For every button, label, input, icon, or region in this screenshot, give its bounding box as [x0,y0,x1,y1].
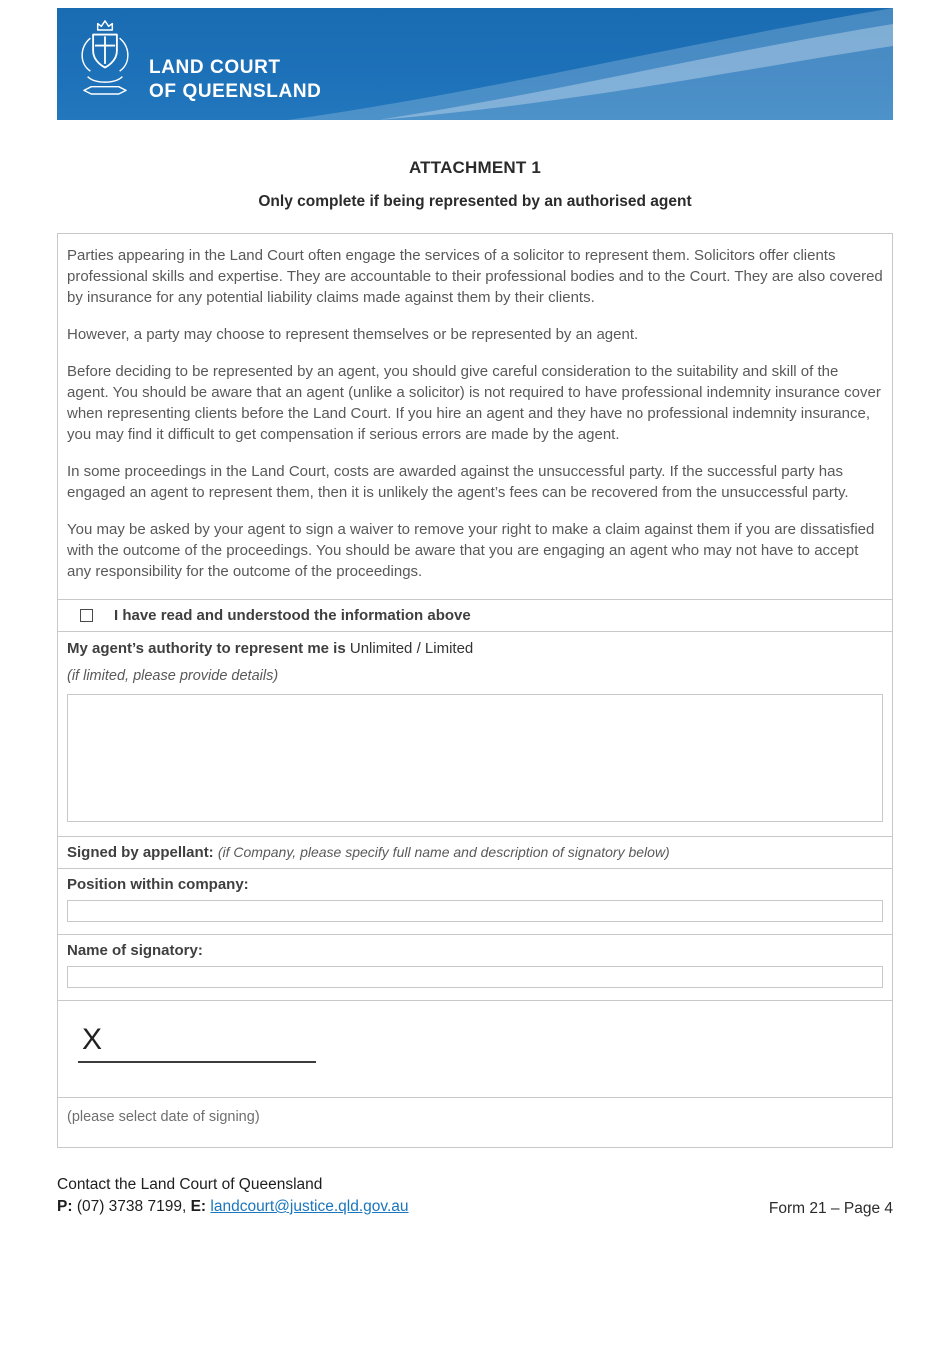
info-paragraph: Parties appearing in the Land Court often engage the services of a solicitor to represent them. Solicitors offer clients professional skills and expertise. They are accountable to their professional bodies and to the Court. They are also covered by insurance for any potential liability claims made against them by their clients. [67,247,883,306]
authority-option-limited[interactable]: Limited [424,640,474,657]
limited-details-hint: (if limited, please provide details) [67,668,279,684]
footer-contact-line: Contact the Land Court of Queensland [57,1176,323,1193]
signed-by-hint: (if Company, please specify full name and description of signatory below) [217,844,670,860]
email-link[interactable]: landcourt@justice.qld.gov.au [210,1198,409,1215]
position-input[interactable] [67,900,883,922]
page-number: Form 21 – Page 4 [768,1200,893,1217]
info-paragraph: Before deciding to be represented by an agent, you should give careful consideration to the suitability and skill of the agent. You should be aware that an agent (unlike a solicitor) is not required to have professional indemnity insurance cover when representing clients before the Land Court. If you hire an agent and they have no professional indemnity insurance, you may find it difficult to get compensation if serious errors are made by the agent. [67,363,881,443]
info-paragraph: In some proceedings in the Land Court, costs are awarded against the unsuccessful party. If the successful party has engaged an agent to represent them, then it is unlikely the agent’s fees can be recovered from the unsuccessful party. [67,463,849,501]
email-label: E: [190,1198,207,1215]
read-understood-checkbox[interactable] [80,609,93,622]
info-paragraph: However, a party may choose to represent themselves or be represented by an agent. [67,326,639,343]
org-name [149,56,321,104]
position-row [58,868,892,934]
header-banner [57,8,893,120]
attachment-form [57,233,893,1148]
phone-label: P: [57,1198,73,1215]
footer [57,1174,893,1218]
authority-option-separator: / [416,640,421,657]
form-page [0,8,950,1350]
page-subtitle: Only complete if being represented by an authorised agent [258,193,692,210]
signed-by-row [58,836,892,868]
date-of-signing-hint: (please select date of signing) [67,1109,260,1125]
queensland-coat-of-arms-icon [73,16,137,113]
phone-number: (07) 3738 7199, [76,1198,187,1215]
contact-block [57,1174,409,1218]
agent-authority-row [58,631,892,836]
signature-field[interactable] [78,1023,316,1063]
name-of-signatory-label: Name of signatory: [67,942,203,959]
signature-row [58,1000,892,1097]
signature-x-mark: X [82,1023,103,1056]
signed-by-label: Signed by appellant: [67,844,214,861]
page-title: ATTACHMENT 1 [408,158,542,177]
footer-contact-details [57,1196,409,1218]
agent-information-section [58,234,892,599]
name-of-signatory-input[interactable] [67,966,883,988]
read-understood-label: I have read and understood the information above [114,607,471,624]
authority-option-unlimited[interactable]: Unlimited [349,640,413,657]
authority-line [67,640,883,657]
authority-details-textarea[interactable] [67,694,883,822]
position-label: Position within company: [67,876,249,893]
brand-block [73,16,321,113]
date-of-signing-field[interactable] [58,1097,892,1147]
acknowledgement-row[interactable] [58,599,892,631]
org-name-line1: LAND COURT [149,56,281,78]
info-paragraph: You may be asked by your agent to sign a waiver to remove your right to make a claim against them if you are dissatisfied with the outcome of the proceedings. You should be aware that you are engaging an agent who may not have to accept any responsibility for the outcome of the proceedings. [67,521,875,580]
agent-authority-label: My agent’s authority to represent me is [67,640,346,657]
org-name-line2: OF QUEENSLAND [149,80,322,102]
name-of-signatory-row [58,934,892,1000]
